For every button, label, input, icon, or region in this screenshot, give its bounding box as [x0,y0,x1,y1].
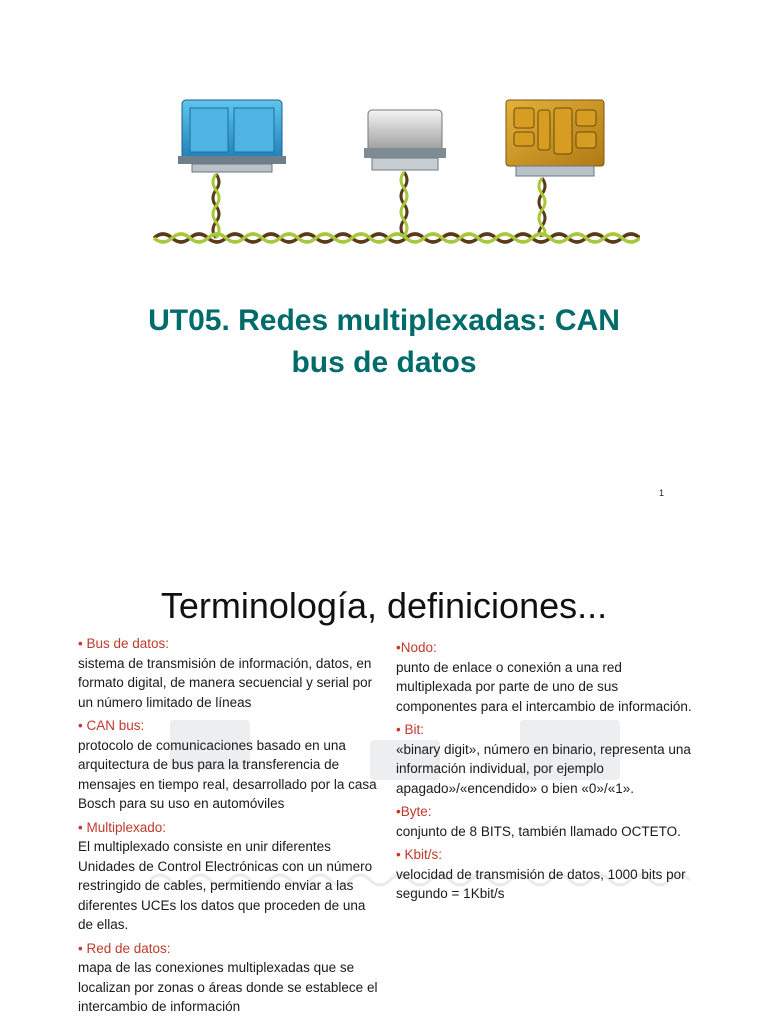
term-definition: conjunto de 8 BITS, también llamado OCTETO. [396,823,681,839]
term-label: •Byte: [396,804,432,819]
term-label: • Red de datos: [78,940,171,956]
can-bus-line [154,234,640,242]
term-definition: El multiplexado consiste en unir diferentes Unidades de Control Electrónicas con un número restringido de cables, permitiendo enviar a las diferentes UCEs los datos que proceden de una de ellas. [78,839,373,932]
terminology-title: Terminología, definiciones... [160,585,608,626]
term-definition: «binary digit», número en binario, representa una información individual, por ejemplo apagado»/«encendido» o bien «0»/«1». [396,741,691,796]
term-definition: sistema de transmisión de información, datos, en formato digital, de manera secuencial y serial por un número limitado de líneas [78,655,373,710]
term-definition: protocolo de comunicaciones basado en una arquitectura de bus para la transferencia de mensajes en tiempo real, desarrollado por la casa Bosch para su uso en automóviles [78,737,377,811]
term-definition: velocidad de transmisión de datos, 1000 bits por segundo = 1Kbit/s [396,866,686,901]
term-definition: mapa de las conexiones multiplexadas que se localizan por zonas o áreas donde se establece el intercambio de información [78,960,378,1014]
term-label: • Multiplexado: [78,819,167,835]
can-bus-illustration [150,90,640,260]
term-label: • Kbit/s: [396,847,442,862]
term-label: • Bus de datos: [78,636,170,651]
title-line-1: UT05. Redes multiplexadas: CAN [148,304,620,337]
term-label: •Nodo: [396,640,437,655]
page-number: 1 [659,488,665,498]
ecu-blue-icon [178,100,286,172]
twisted-pair-drops [213,172,545,238]
term-definition: punto de enlace o conexión a una red multiplexada por parte de uno de sus componentes para el intercambio de información. [396,659,692,714]
term-label: • Bit: [396,722,424,737]
slide-title [0,300,768,384]
ecu-silver-icon [364,110,446,170]
terms-left-column [78,632,378,1021]
terms-right-column [396,636,696,908]
title-line-2: bus de datos [291,346,477,379]
terminology-slide [0,560,768,1024]
term-label: • CAN bus: [78,718,145,733]
ecu-gold-icon [506,100,604,176]
